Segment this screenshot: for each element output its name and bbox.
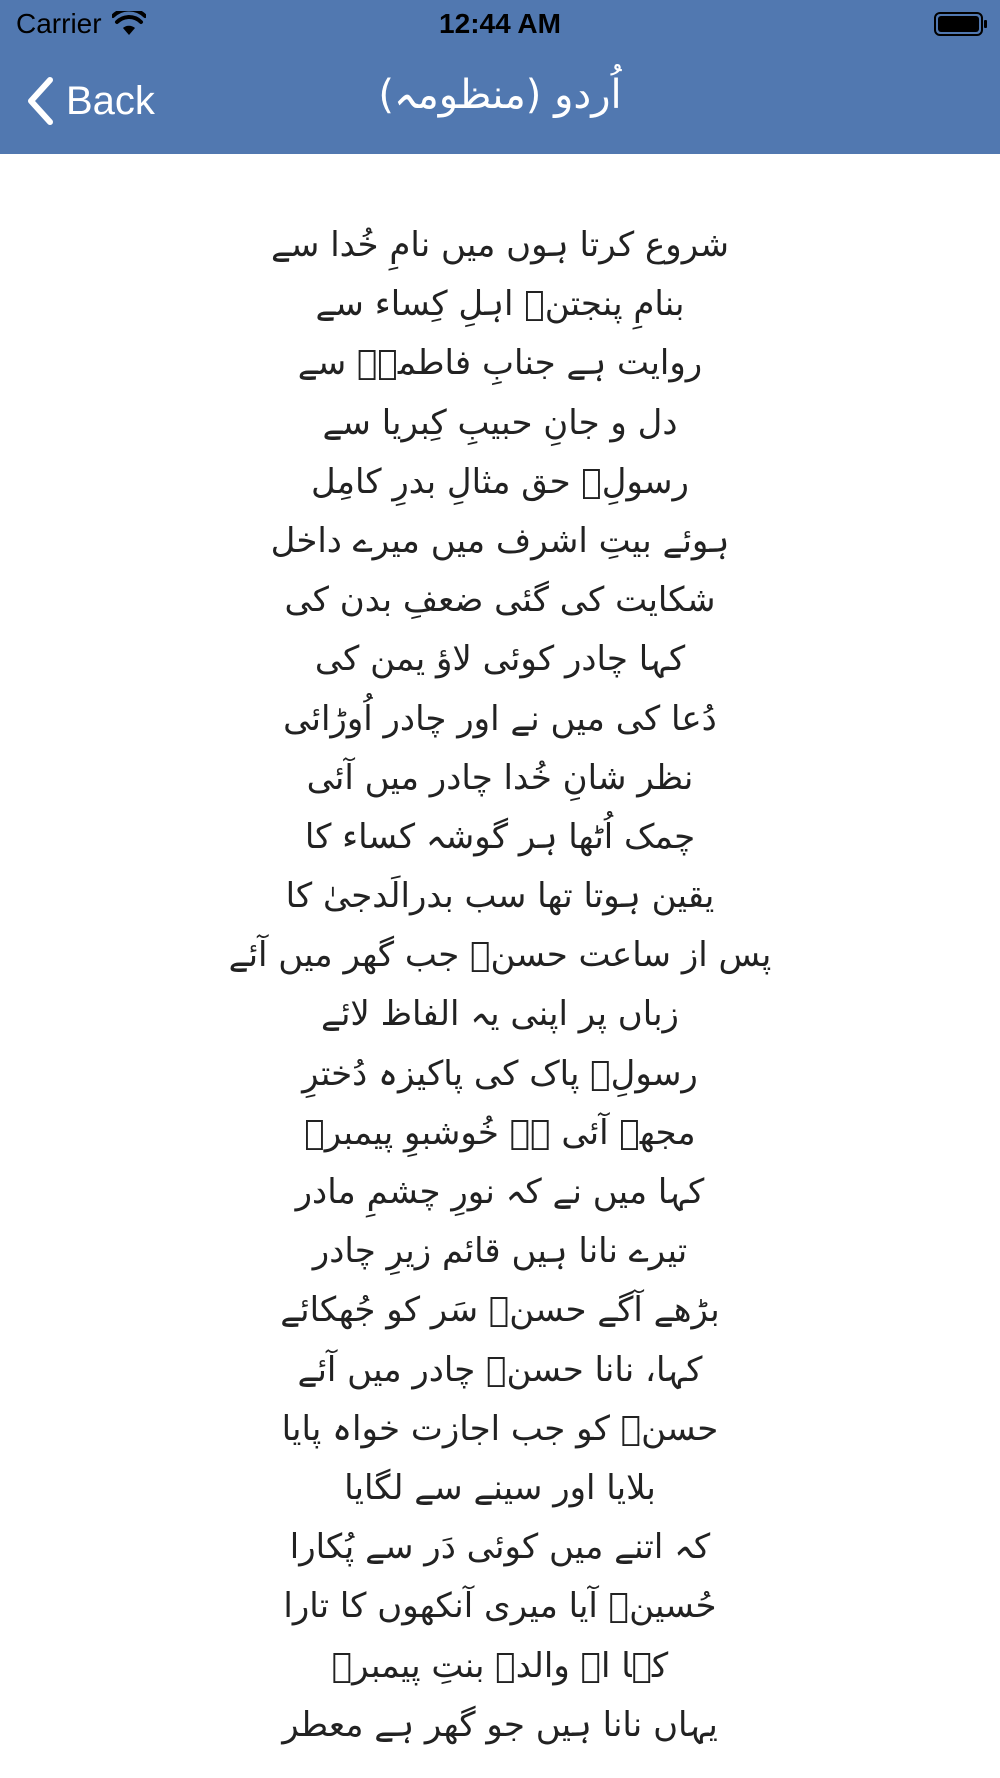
poem-line: شروع کرتا ہوں میں نامِ خُدا سے [271,225,729,265]
poem-line: کہا چادر کوئی لاؤ یمن کی [314,639,686,680]
poem-line: پس از ساعت حسنؑ جب گھر میں آئے [228,935,772,976]
poem-line: کہا اے والدہ بنتِ پیمبرؐ [331,1645,669,1686]
back-label: Back [66,78,155,123]
battery-icon [934,12,988,36]
poem-line: دل و جانِ حبیبِ کِبریا سے [322,402,678,443]
poem-line: ہوئے بیتِ اشرف میں میرے داخل [270,520,730,561]
poem-line: شکایت کی گئی ضعفِ بدن کی [284,580,716,621]
poem-line: رسولِؐ حق مثالِ بدرِ کامِل [311,461,689,502]
top-bar [0,0,1000,154]
poem-line: بلایا اور سینے سے لگایا [344,1467,656,1508]
poem-content[interactable] [0,154,1000,1778]
carrier-label: Carrier [16,8,102,39]
poem-line: زباں پر اپنی یہ الفاظ لائے [321,994,679,1035]
poem-line: نظر شانِ خُدا چادر میں آئی [306,757,694,798]
poem-line: یہاں نانا ہیں جو گھر ہے معطر [282,1704,718,1745]
poem-line: کہا میں نے کہ نورِ چشمِ مادر [295,1172,705,1212]
poem-line: یقین ہوتا تھا سب بدرالَدجیٰ کا [285,876,715,917]
poem-line: حسنؑ کو جب اجازت خواہ پایا [281,1408,719,1449]
poem-lines [0,154,1000,1755]
poem-line: مجھے آئی ہے خُوشبوِ پیمبرؐ [304,1112,696,1153]
poem-line: دُعا کی میں نے اور چادر اُوڑائی [283,698,717,739]
poem-line: چمک اُٹھا ہر گوشہ کساء کا [304,816,696,857]
poem-line: کہا، نانا حسنؑ چادر میں آئے [297,1349,703,1390]
poem-line: حُسینؑ آیا میری آنکھوں کا تارا [283,1586,717,1627]
poem-line: روایت ہے جنابِ فاطمہؑ سے [297,343,703,384]
navigation-bar [0,50,1000,154]
poem-line: بڑھے آگے حسنؑ سَر کو جُھکائے [280,1290,720,1331]
status-time: 12:44 AM [439,8,561,39]
poem-line: بنامِ پنجتنؑ اہلِ کِساء سے [315,284,685,325]
poem-line: رسولِؐ پاک کی پاکیزہ دُخترِ [302,1053,698,1094]
page-title: اُردو (منظومہ) [378,72,622,118]
poem-line: تیرے نانا ہیں قائم زیرِ چادر [312,1231,688,1272]
poem-line: کہ اتنے میں کوئی دَر سے پُکارا [289,1527,711,1568]
status-bar [0,0,1000,50]
